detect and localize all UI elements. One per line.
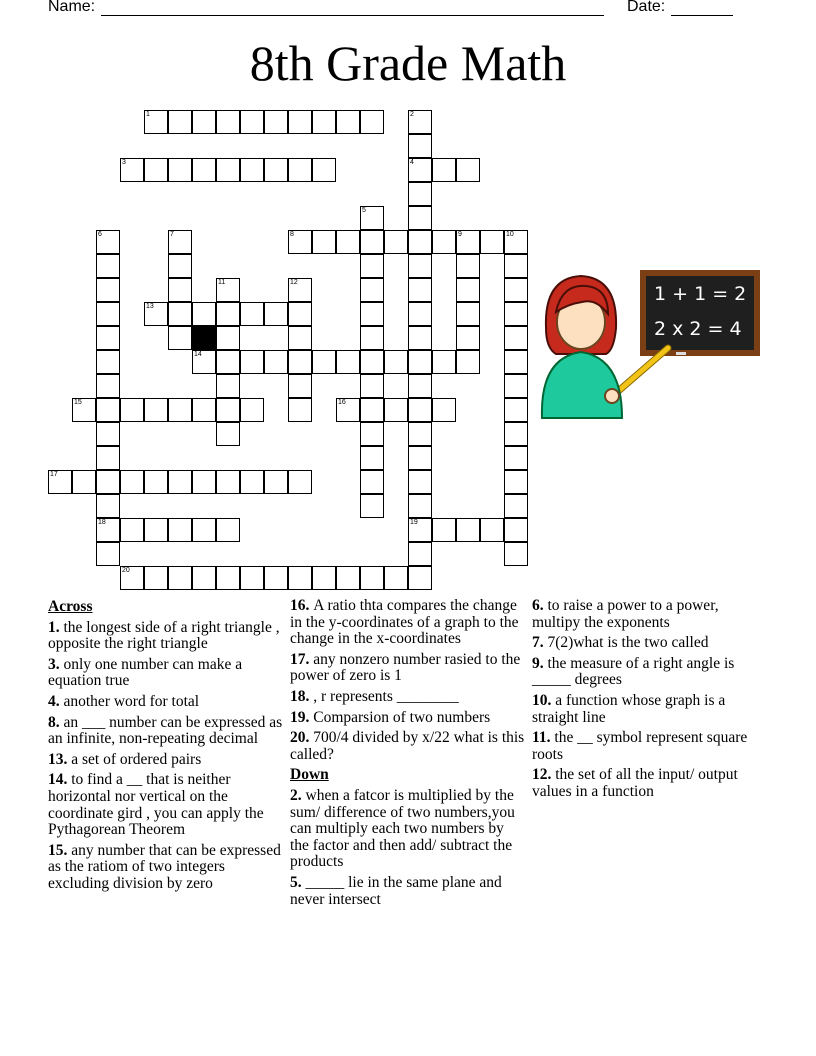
- date-label: Date:: [627, 0, 666, 15]
- grid-cell[interactable]: [408, 302, 432, 326]
- grid-cell[interactable]: [144, 566, 168, 590]
- grid-cell[interactable]: [408, 566, 432, 590]
- grid-cell[interactable]: [456, 326, 480, 350]
- grid-cell[interactable]: [288, 398, 312, 422]
- clues-section: [0, 598, 816, 1018]
- clue-number-label: 5.: [290, 873, 306, 891]
- clue-number-label: 8.: [48, 713, 64, 731]
- grid-cell[interactable]: [120, 470, 144, 494]
- grid-cell[interactable]: [408, 518, 432, 542]
- clue-number-label: 20.: [290, 729, 314, 747]
- clue-number: 5: [362, 207, 366, 214]
- grid-cell[interactable]: [408, 422, 432, 446]
- grid-cell[interactable]: [504, 470, 528, 494]
- grid-cell[interactable]: [360, 398, 384, 422]
- grid-cell[interactable]: [408, 326, 432, 350]
- grid-cell[interactable]: [360, 302, 384, 326]
- grid-cell[interactable]: [216, 566, 240, 590]
- grid-cell[interactable]: [504, 422, 528, 446]
- grid-cell[interactable]: [168, 110, 192, 134]
- grid-cell[interactable]: [96, 278, 120, 302]
- grid-cell[interactable]: [408, 494, 432, 518]
- grid-cell[interactable]: [96, 422, 120, 446]
- grid-cell[interactable]: [96, 398, 120, 422]
- grid-cell[interactable]: [96, 302, 120, 326]
- grid-cell[interactable]: [216, 158, 240, 182]
- clue-text: only one number can make a equation true: [48, 655, 243, 690]
- grid-cell[interactable]: [216, 350, 240, 374]
- grid-cell[interactable]: [360, 254, 384, 278]
- grid-cell[interactable]: [144, 470, 168, 494]
- grid-cell[interactable]: [216, 326, 240, 350]
- clue-number-label: 15.: [48, 841, 72, 859]
- grid-cell[interactable]: [360, 374, 384, 398]
- grid-cell[interactable]: [192, 110, 216, 134]
- grid-cell[interactable]: [504, 374, 528, 398]
- down-clue: [532, 693, 768, 726]
- grid-cell[interactable]: [408, 134, 432, 158]
- clue-number-label: 10.: [532, 691, 556, 709]
- grid-cell[interactable]: [288, 326, 312, 350]
- grid-cell[interactable]: [360, 110, 384, 134]
- grid-cell[interactable]: [168, 302, 192, 326]
- grid-cell[interactable]: [168, 518, 192, 542]
- clue-number-label: 2.: [290, 786, 306, 804]
- clue-number: 10: [506, 231, 514, 238]
- grid-cell[interactable]: [408, 254, 432, 278]
- grid-cell[interactable]: [336, 230, 360, 254]
- down-clue: [290, 788, 526, 871]
- grid-cell[interactable]: [216, 422, 240, 446]
- down-clue: [532, 635, 768, 652]
- grid-cell[interactable]: [480, 230, 504, 254]
- grid-cell[interactable]: [96, 230, 120, 254]
- clue-text: _____ lie in the same plane and never intersect: [290, 873, 502, 908]
- grid-cell[interactable]: [240, 566, 264, 590]
- grid-cell[interactable]: [456, 254, 480, 278]
- grid-cell[interactable]: [288, 110, 312, 134]
- clue-number-label: 7.: [532, 634, 548, 652]
- grid-cell[interactable]: [504, 542, 528, 566]
- grid-cell[interactable]: [192, 350, 216, 374]
- clue-text: 7(2)what is the two called: [547, 634, 709, 652]
- clue-number: 2: [410, 111, 414, 118]
- grid-cell[interactable]: [360, 494, 384, 518]
- grid-cell[interactable]: [360, 422, 384, 446]
- grid-cell[interactable]: [96, 470, 120, 494]
- grid-cell[interactable]: [240, 350, 264, 374]
- grid-cell[interactable]: [480, 518, 504, 542]
- chalkboard-line1: 1 + 1 = 2: [654, 283, 747, 305]
- grid-cell[interactable]: [120, 398, 144, 422]
- name-label: Name:: [48, 0, 96, 15]
- grid-cell[interactable]: [336, 350, 360, 374]
- grid-cell[interactable]: [504, 254, 528, 278]
- grid-cell[interactable]: [408, 542, 432, 566]
- grid-cell[interactable]: [144, 518, 168, 542]
- grid-cell[interactable]: [432, 398, 456, 422]
- grid-cell[interactable]: [96, 350, 120, 374]
- across-clue: [48, 772, 284, 838]
- clue-number-label: 1.: [48, 618, 64, 636]
- grid-cell[interactable]: [216, 518, 240, 542]
- grid-cell[interactable]: [96, 254, 120, 278]
- clue-number: 20: [122, 567, 130, 574]
- grid-cell[interactable]: [504, 350, 528, 374]
- grid-cell[interactable]: [96, 326, 120, 350]
- grid-cell[interactable]: [240, 470, 264, 494]
- grid-cell[interactable]: [192, 470, 216, 494]
- grid-cell[interactable]: [312, 566, 336, 590]
- grid-cell[interactable]: [216, 110, 240, 134]
- grid-cell[interactable]: [144, 158, 168, 182]
- clue-number: 17: [50, 471, 58, 478]
- clue-number-label: 11.: [532, 729, 555, 747]
- grid-cell[interactable]: [264, 158, 288, 182]
- clue-number: 12: [290, 279, 298, 286]
- grid-cell[interactable]: [360, 278, 384, 302]
- clue-text: another word for total: [63, 692, 200, 710]
- clue-text: when a fatcor is multiplied by the sum/ difference of two numbers,you can multiply each two numbers by the factor and then add/ subtract the products: [290, 786, 515, 871]
- grid-cell[interactable]: [168, 470, 192, 494]
- grid-cell[interactable]: [96, 374, 120, 398]
- grid-cell[interactable]: [360, 470, 384, 494]
- down-clue: [532, 767, 768, 800]
- clue-text: any nonzero number rasied to the power of zero is 1: [290, 650, 521, 685]
- grid-cell[interactable]: [504, 326, 528, 350]
- grid-cell[interactable]: [384, 230, 408, 254]
- grid-cell[interactable]: [504, 494, 528, 518]
- grid-cell[interactable]: [96, 446, 120, 470]
- clue-number: 15: [74, 399, 82, 406]
- across-clue: [48, 715, 284, 748]
- clue-number-label: 12.: [532, 766, 556, 784]
- grid-cell[interactable]: [168, 254, 192, 278]
- clue-number: 11: [218, 279, 226, 286]
- clue-text: to raise a power to a power, multipy the exponents: [532, 597, 719, 631]
- across-clue: [290, 598, 526, 648]
- grid-cell[interactable]: [168, 326, 192, 350]
- clue-text: A ratio thta compares the change in the y-coordinates of a graph to the change in the x-coordinates: [290, 597, 519, 648]
- clues-column-1: [48, 598, 284, 897]
- grid-cell[interactable]: [288, 374, 312, 398]
- clue-number-label: 9.: [532, 654, 548, 672]
- grid-cell[interactable]: [432, 350, 456, 374]
- grid-cell[interactable]: [144, 110, 168, 134]
- across-clue: [48, 843, 284, 893]
- grid-cell[interactable]: [120, 518, 144, 542]
- across-clue: [290, 689, 526, 706]
- clues-column-3: [532, 598, 768, 805]
- teacher-illustration: [536, 268, 766, 428]
- grid-cell[interactable]: [408, 350, 432, 374]
- grid-cell[interactable]: [408, 470, 432, 494]
- clue-text: the set of all the input/ output values in a function: [532, 766, 738, 800]
- grid-cell[interactable]: [264, 350, 288, 374]
- grid-cell[interactable]: [216, 302, 240, 326]
- grid-cell[interactable]: [144, 398, 168, 422]
- clue-number: 13: [146, 303, 154, 310]
- clue-text: 700/4 divided by x/22 what is this called?: [290, 729, 525, 763]
- grid-cell[interactable]: [456, 158, 480, 182]
- grid-cell[interactable]: [360, 206, 384, 230]
- grid-cell[interactable]: [312, 158, 336, 182]
- grid-cell[interactable]: [408, 206, 432, 230]
- grid-cell[interactable]: [312, 230, 336, 254]
- down-clue: [532, 730, 768, 763]
- grid-cell[interactable]: [456, 230, 480, 254]
- grid-cell[interactable]: [504, 230, 528, 254]
- grid-cell[interactable]: [120, 566, 144, 590]
- grid-cell[interactable]: [504, 302, 528, 326]
- grid-cell[interactable]: [408, 398, 432, 422]
- across-clue: [48, 657, 284, 690]
- grid-cell[interactable]: [264, 302, 288, 326]
- grid-cell[interactable]: [384, 350, 408, 374]
- grid-cell[interactable]: [144, 302, 168, 326]
- clue-number: 14: [194, 351, 202, 358]
- grid-cell[interactable]: [168, 230, 192, 254]
- grid-cell[interactable]: [264, 566, 288, 590]
- clue-number-label: 17.: [290, 650, 314, 668]
- grid-cell[interactable]: [288, 278, 312, 302]
- clue-section-heading: Down: [290, 766, 329, 784]
- grid-cell[interactable]: [456, 302, 480, 326]
- grid-cell[interactable]: [192, 566, 216, 590]
- grid-cell[interactable]: [288, 350, 312, 374]
- clue-number: 6: [98, 231, 102, 238]
- grid-cell[interactable]: [72, 398, 96, 422]
- clue-text: to find a __ that is neither horizontal nor vertical on the coordinate gird , you can apply the Pythagorean Theorem: [48, 771, 264, 839]
- grid-cell[interactable]: [336, 566, 360, 590]
- clue-number: 3: [122, 159, 126, 166]
- grid-cell[interactable]: [288, 470, 312, 494]
- grid-cell[interactable]: [96, 542, 120, 566]
- grid-cell[interactable]: [288, 302, 312, 326]
- grid-cell[interactable]: [216, 470, 240, 494]
- clue-number: 8: [290, 231, 294, 238]
- clue-number-label: 19.: [290, 708, 314, 726]
- grid-cell[interactable]: [168, 398, 192, 422]
- grid-cell[interactable]: [432, 158, 456, 182]
- grid-cell[interactable]: [456, 278, 480, 302]
- grid-cell[interactable]: [288, 566, 312, 590]
- grid-cell[interactable]: [168, 278, 192, 302]
- grid-cell[interactable]: [216, 398, 240, 422]
- clue-number-label: 6.: [532, 597, 548, 614]
- grid-cell[interactable]: [360, 326, 384, 350]
- clue-number: 16: [338, 399, 346, 406]
- grid-cell[interactable]: [216, 374, 240, 398]
- down-clue: [290, 875, 526, 908]
- across-clue: [290, 652, 526, 685]
- grid-cell[interactable]: [504, 518, 528, 542]
- clue-text: , r represents ________: [313, 687, 459, 705]
- clue-text: Comparsion of two numbers: [313, 708, 491, 726]
- across-clue: [290, 710, 526, 727]
- grid-cell[interactable]: [96, 494, 120, 518]
- grid-cell[interactable]: [456, 518, 480, 542]
- grid-cell[interactable]: [240, 110, 264, 134]
- clue-number: 18: [98, 519, 106, 526]
- clue-number-label: 4.: [48, 692, 64, 710]
- clue-number: 7: [170, 231, 174, 238]
- grid-cell[interactable]: [504, 398, 528, 422]
- across-clue: [290, 730, 526, 763]
- grid-cell[interactable]: [168, 566, 192, 590]
- clues-column-2: [290, 598, 526, 912]
- clue-number: 4: [410, 159, 414, 166]
- clue-number-label: 16.: [290, 597, 314, 614]
- down-clue: [532, 598, 768, 631]
- chalkboard-line2: 2 x 2 = 4: [654, 318, 742, 340]
- clue-number: 9: [458, 231, 462, 238]
- clue-section-heading: Across: [48, 598, 93, 615]
- page-title: 8th Grade Math: [249, 35, 567, 91]
- grid-cell[interactable]: [48, 470, 72, 494]
- down-clue: [532, 656, 768, 689]
- clue-number: 1: [146, 111, 150, 118]
- grid-cell[interactable]: [504, 446, 528, 470]
- grid-cell[interactable]: [456, 350, 480, 374]
- grid-cell[interactable]: [360, 446, 384, 470]
- grid-cell[interactable]: [408, 158, 432, 182]
- clue-number-label: 13.: [48, 750, 72, 768]
- grid-cell[interactable]: [168, 158, 192, 182]
- grid-cell[interactable]: [216, 278, 240, 302]
- clue-number: 19: [410, 519, 418, 526]
- grid-cell[interactable]: [408, 278, 432, 302]
- across-clue: [48, 620, 284, 653]
- grid-cell[interactable]: [504, 278, 528, 302]
- grid-cell[interactable]: [264, 110, 288, 134]
- grid-cell[interactable]: [72, 470, 96, 494]
- grid-cell[interactable]: [192, 518, 216, 542]
- clue-text: the longest side of a right triangle , opposite the right triangle: [48, 618, 280, 653]
- grid-cell[interactable]: [384, 398, 408, 422]
- grid-cell[interactable]: [120, 158, 144, 182]
- clue-number-label: 14.: [48, 771, 72, 789]
- grid-cell[interactable]: [408, 182, 432, 206]
- grid-cell[interactable]: [192, 158, 216, 182]
- grid-cell[interactable]: [432, 518, 456, 542]
- grid-cell[interactable]: [384, 566, 408, 590]
- blocked-cell: [192, 326, 216, 350]
- grid-cell[interactable]: [360, 566, 384, 590]
- grid-cell[interactable]: [360, 350, 384, 374]
- clue-number-label: 3.: [48, 655, 64, 673]
- grid-cell[interactable]: [408, 230, 432, 254]
- grid-cell[interactable]: [336, 110, 360, 134]
- grid-cell[interactable]: [264, 470, 288, 494]
- grid-cell[interactable]: [192, 302, 216, 326]
- clue-text: a set of ordered pairs: [71, 750, 202, 768]
- grid-cell[interactable]: [240, 302, 264, 326]
- across-clue: [48, 752, 284, 769]
- grid-cell[interactable]: [240, 398, 264, 422]
- clue-text: the __ symbol represent square roots: [532, 729, 748, 763]
- clue-text: a function whose graph is a straight line: [532, 691, 726, 726]
- across-clue: [48, 694, 284, 711]
- grid-cell[interactable]: [432, 230, 456, 254]
- grid-cell[interactable]: [192, 398, 216, 422]
- grid-cell[interactable]: [288, 158, 312, 182]
- clue-text: any number that can be expressed as the ratiom of two integers excluding division by zero: [48, 841, 281, 892]
- grid-cell[interactable]: [408, 110, 432, 134]
- grid-cell[interactable]: [312, 110, 336, 134]
- grid-cell[interactable]: [240, 158, 264, 182]
- grid-cell[interactable]: [336, 398, 360, 422]
- clue-number-label: 18.: [290, 687, 314, 705]
- clue-text: an ___ number can be expressed as an infinite, non-repeating decimal: [48, 713, 283, 748]
- grid-cell[interactable]: [360, 230, 384, 254]
- grid-cell[interactable]: [96, 518, 120, 542]
- clue-text: the measure of a right angle is _____ degrees: [532, 654, 735, 689]
- grid-cell[interactable]: [408, 446, 432, 470]
- grid-cell[interactable]: [312, 350, 336, 374]
- grid-cell[interactable]: [408, 374, 432, 398]
- grid-cell[interactable]: [288, 230, 312, 254]
